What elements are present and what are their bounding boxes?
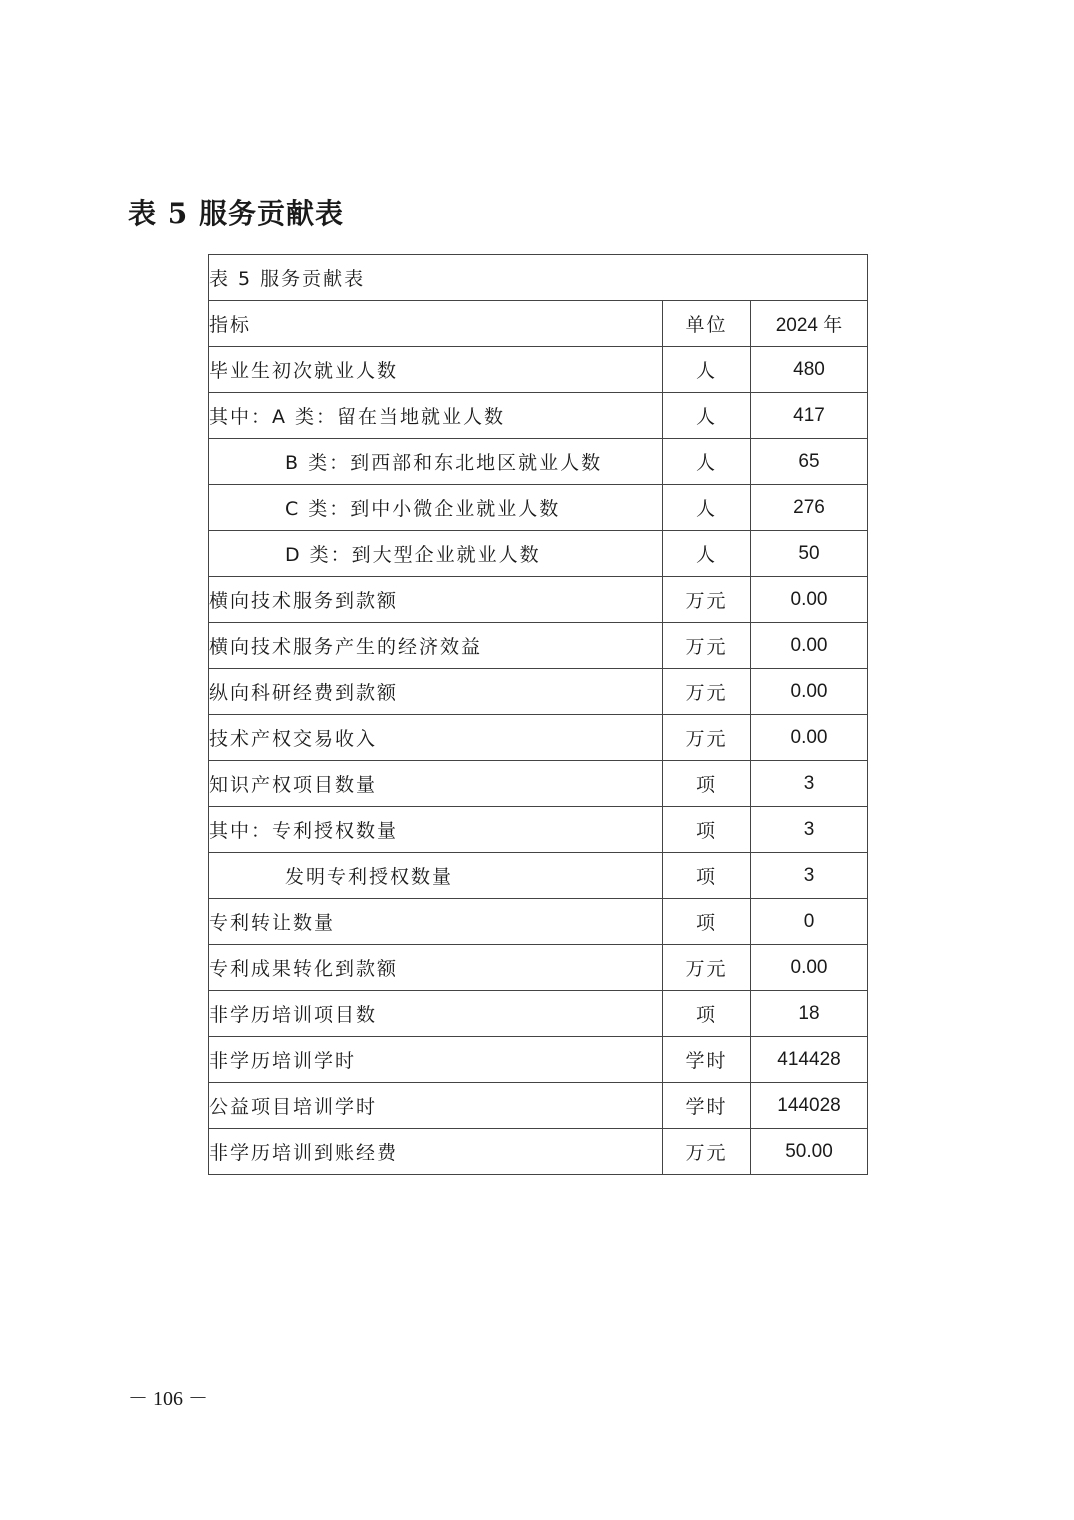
unit-cell: 人	[663, 393, 751, 439]
indicator-cell: 横向技术服务产生的经济效益	[209, 623, 663, 669]
value-cell: 18	[751, 991, 868, 1037]
service-contribution-table	[208, 254, 868, 1175]
table-row	[209, 623, 868, 669]
value-cell: 0	[751, 899, 868, 945]
value-cell: 50.00	[751, 1129, 868, 1175]
indicator-cell: 横向技术服务到款额	[209, 577, 663, 623]
value-cell: 0.00	[751, 623, 868, 669]
table-caption: 表 5 服务贡献表	[209, 255, 868, 301]
unit-cell: 人	[663, 531, 751, 577]
header-indicator: 指标	[209, 301, 663, 347]
table-row	[209, 991, 868, 1037]
unit-cell: 学时	[663, 1083, 751, 1129]
table-row	[209, 669, 868, 715]
unit-cell: 万元	[663, 1129, 751, 1175]
unit-cell: 万元	[663, 623, 751, 669]
page-number: － 106 －	[128, 1388, 208, 1410]
unit-cell: 人	[663, 485, 751, 531]
indicator-cell: 专利成果转化到款额	[209, 945, 663, 991]
table-row	[209, 761, 868, 807]
table-row	[209, 807, 868, 853]
table-header-row	[209, 301, 868, 347]
value-cell: 3	[751, 853, 868, 899]
unit-cell: 项	[663, 899, 751, 945]
indicator-cell: B 类：到西部和东北地区就业人数	[209, 439, 663, 485]
value-cell: 0.00	[751, 715, 868, 761]
table-row	[209, 853, 868, 899]
table-caption-row	[209, 255, 868, 301]
table-row	[209, 531, 868, 577]
indicator-cell: 毕业生初次就业人数	[209, 347, 663, 393]
page-heading: 表 5 服务贡献表	[128, 197, 344, 230]
value-cell: 414428	[751, 1037, 868, 1083]
indicator-cell: 其中：专利授权数量	[209, 807, 663, 853]
unit-cell: 项	[663, 761, 751, 807]
table-row	[209, 485, 868, 531]
indicator-cell: 专利转让数量	[209, 899, 663, 945]
value-cell: 3	[751, 761, 868, 807]
indicator-cell: 非学历培训项目数	[209, 991, 663, 1037]
unit-cell: 项	[663, 991, 751, 1037]
indicator-cell: D 类：到大型企业就业人数	[209, 531, 663, 577]
unit-cell: 学时	[663, 1037, 751, 1083]
value-cell: 0.00	[751, 577, 868, 623]
table-row	[209, 715, 868, 761]
unit-cell: 万元	[663, 669, 751, 715]
indicator-cell: 公益项目培训学时	[209, 1083, 663, 1129]
indicator-cell: 纵向科研经费到款额	[209, 669, 663, 715]
indicator-cell: C 类：到中小微企业就业人数	[209, 485, 663, 531]
value-cell: 3	[751, 807, 868, 853]
value-cell: 0.00	[751, 945, 868, 991]
value-cell: 417	[751, 393, 868, 439]
value-cell: 480	[751, 347, 868, 393]
unit-cell: 项	[663, 807, 751, 853]
value-cell: 65	[751, 439, 868, 485]
unit-cell: 万元	[663, 715, 751, 761]
table-row	[209, 899, 868, 945]
indicator-cell: 技术产权交易收入	[209, 715, 663, 761]
unit-cell: 人	[663, 347, 751, 393]
unit-cell: 万元	[663, 945, 751, 991]
table-row	[209, 577, 868, 623]
table-row	[209, 439, 868, 485]
header-year: 2024 年	[751, 301, 868, 347]
table-row	[209, 1129, 868, 1175]
value-cell: 50	[751, 531, 868, 577]
table-row	[209, 1037, 868, 1083]
table-row	[209, 1083, 868, 1129]
value-cell: 144028	[751, 1083, 868, 1129]
unit-cell: 万元	[663, 577, 751, 623]
table-row	[209, 393, 868, 439]
indicator-cell: 知识产权项目数量	[209, 761, 663, 807]
unit-cell: 项	[663, 853, 751, 899]
value-cell: 0.00	[751, 669, 868, 715]
table-row	[209, 347, 868, 393]
header-unit: 单位	[663, 301, 751, 347]
table-row	[209, 945, 868, 991]
indicator-cell: 非学历培训学时	[209, 1037, 663, 1083]
indicator-cell: 其中：A 类：留在当地就业人数	[209, 393, 663, 439]
unit-cell: 人	[663, 439, 751, 485]
indicator-cell: 发明专利授权数量	[209, 853, 663, 899]
value-cell: 276	[751, 485, 868, 531]
indicator-cell: 非学历培训到账经费	[209, 1129, 663, 1175]
